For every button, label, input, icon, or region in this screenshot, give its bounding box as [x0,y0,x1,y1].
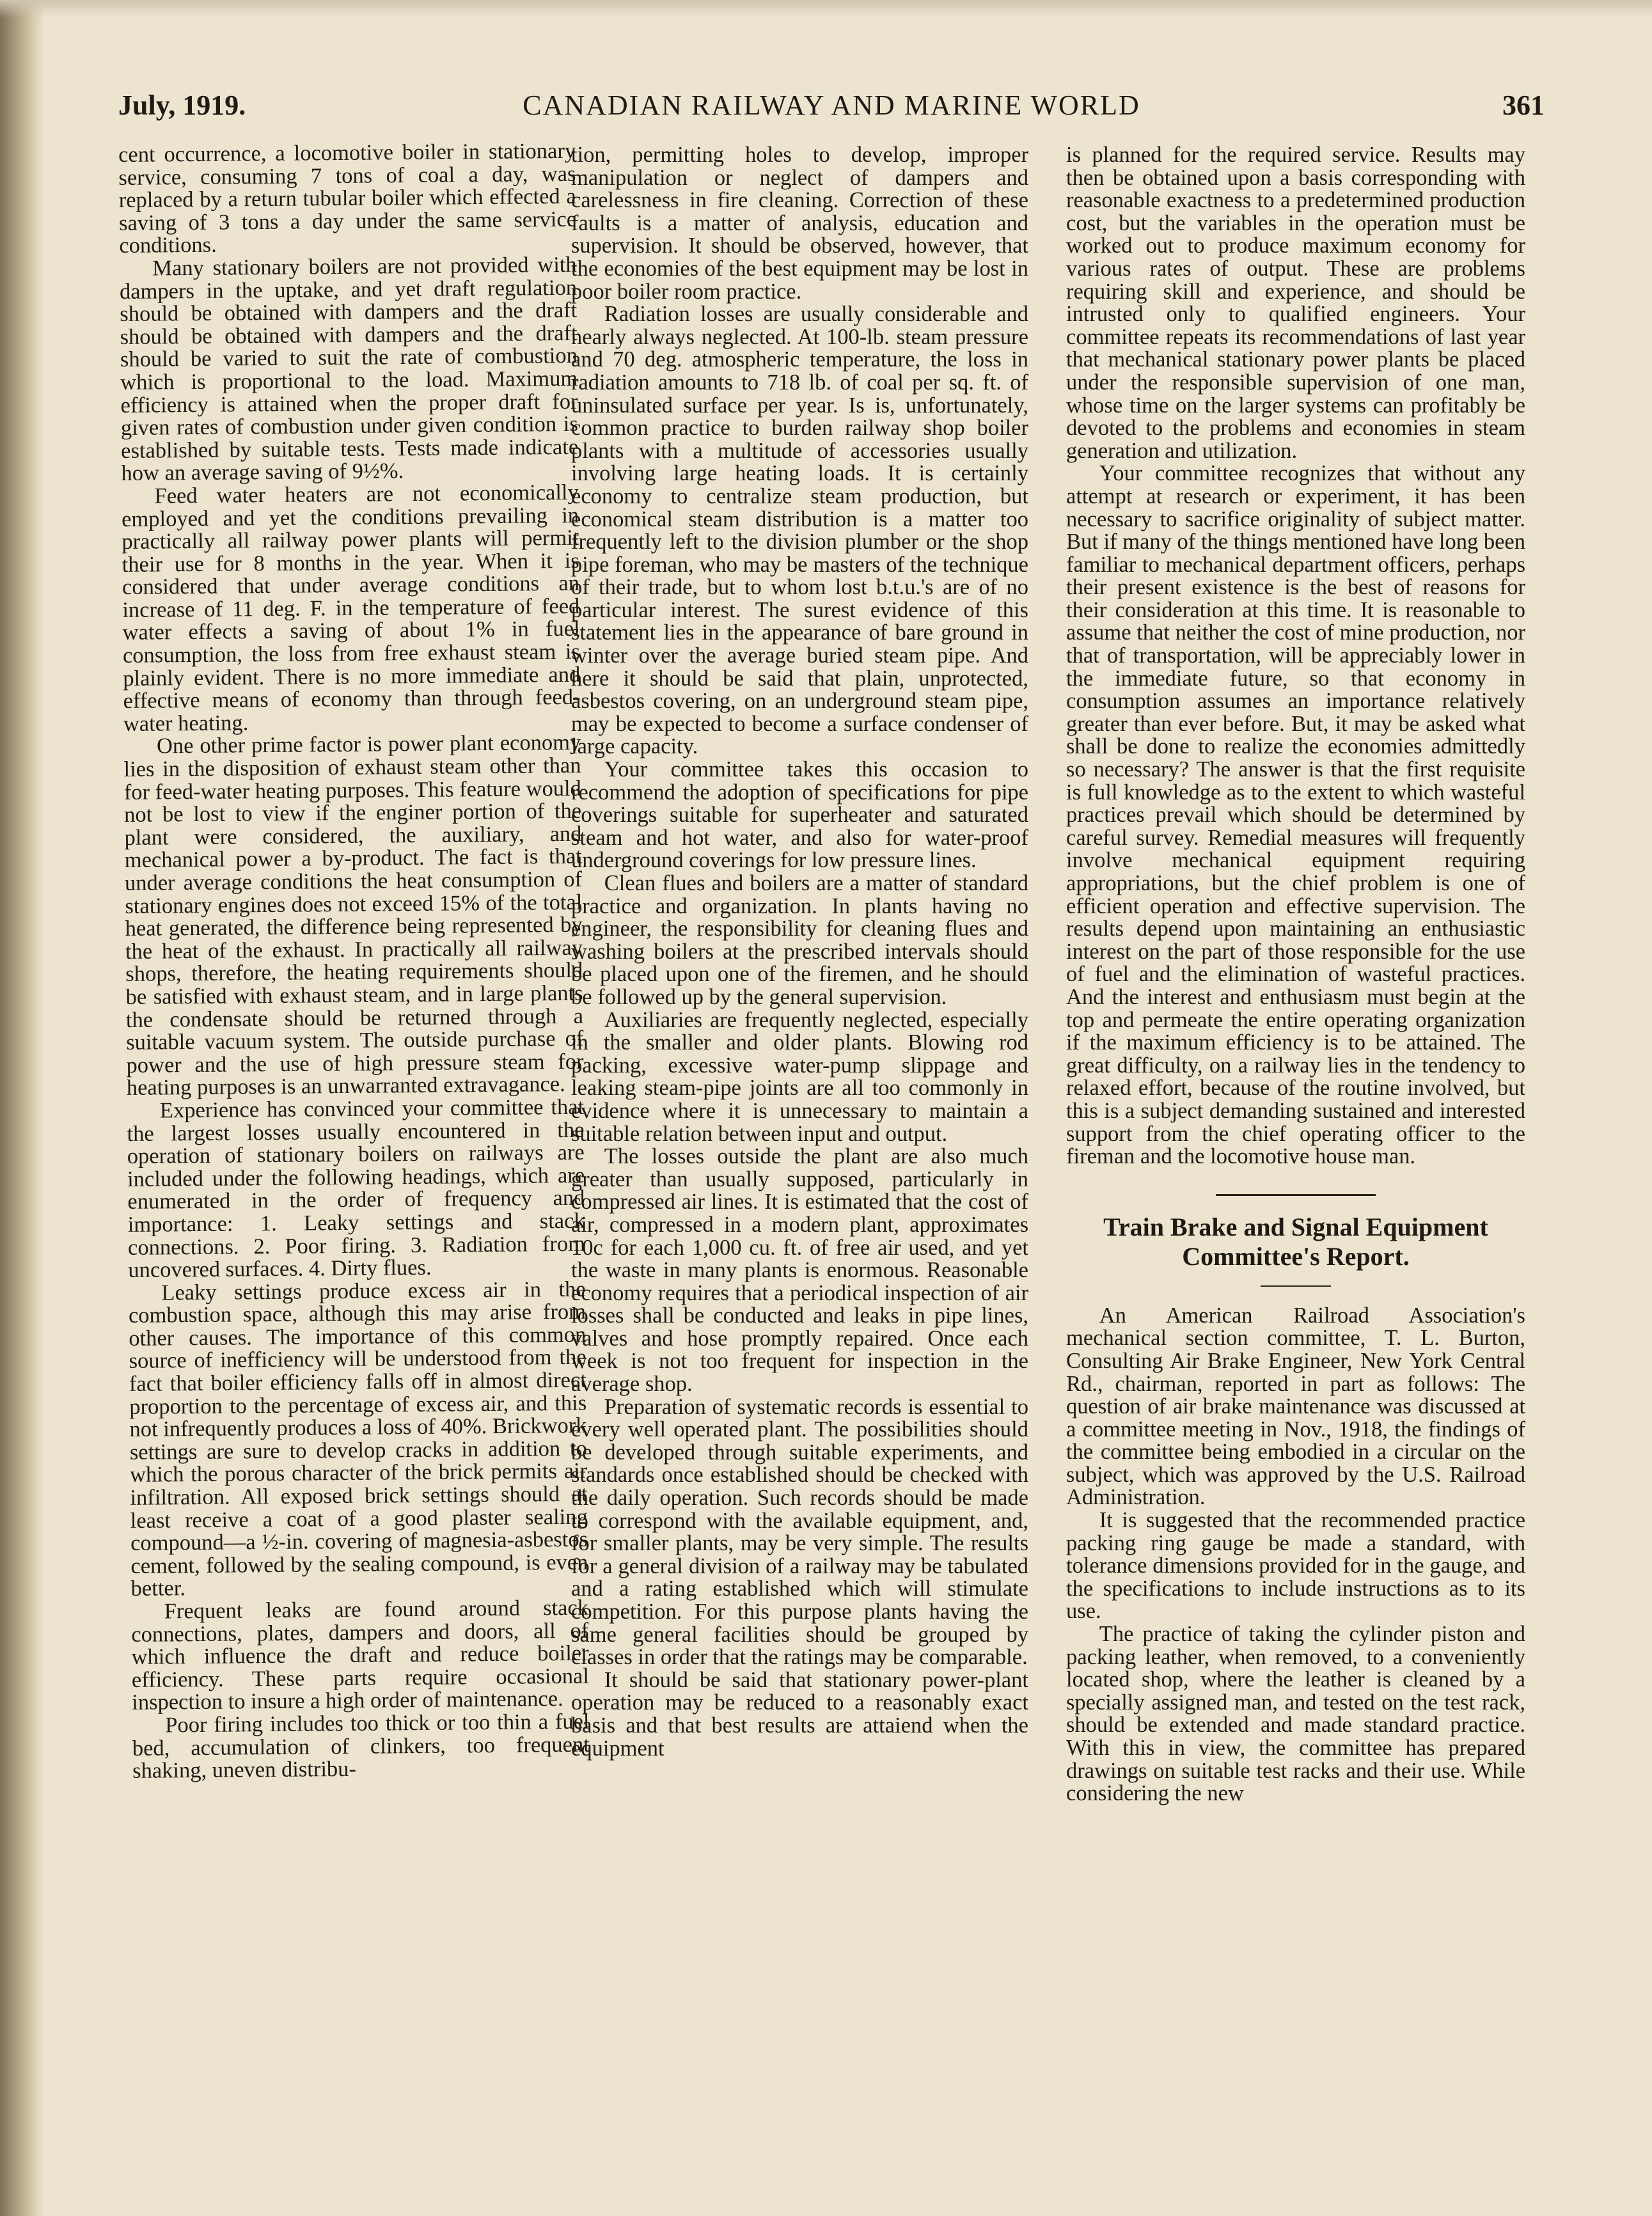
paragraph: Feed water heaters are not economically employed and yet the conditions prevailing in practically all railway power plants will permit their use for 8 months in the year. When it is considered that under average conditions an increase of 11 deg. F. in the temperature of feed water effects a saving of about 1% in fuel consumption, the loss from free exhaust steam is plainly evident. There is no more immediate and effective means of economy than through feed-water heating. [121,480,581,736]
heading-underline [1261,1285,1331,1287]
paragraph: is planned for the required service. Results may then be obtained upon a basis corresponding with reasonable exactness to a predetermined production cost, but the variables in the operation must be worked out to produce maximum economy for various rates of output. These are problems requiring skill and experience, and should be intrusted only to qualified engineers. Your committee repeats its recommendations of last year that mechanical stationary power plants be placed under the responsible supervision of one man, whose time on the larger systems can profitably be devoted to the problems and economies in steam generation and utilization. [1066,143,1525,463]
journal-title: CANADIAN RAILWAY AND MARINE WORLD [523,90,1140,121]
paragraph: Preparation of systematic records is essential to every well operated plant. The possibilities should be developed through suitable experiments, and standards once established should be checked with the daily operation. Such records should be made to correspond with the available equipment, and, for smaller plants, may be very simple. The results for a general division of a railway may be tabulated and a rating established which will stimulate competition. For this purpose plants having the same general facilities should be grouped by classes in order that the ratings may be comparable. [571,1394,1028,1670]
page-number: 361 [1502,90,1545,121]
paragraph: An American Railroad Association's mechanical section committee, T. L. Burton, Consulting Air Brake Engineer, New York Central Rd., chairman, reported in part as follows: The question of air brake maintenance was discussed at a committee meeting in Nov., 1918, the findings of the committee being embodied in a circular on the subject, which was approved by the U.S. Railroad Administration. [1066,1303,1525,1510]
page-top-edge [0,0,1652,18]
paragraph: Many stationary boilers are not provided with dampers in the uptake, and yet draft regulation should be obtained with dampers and the draft should be obtained with dampers and the draft should be varied to suit the rate of combustion which is proportional to the load. Maximum efficiency is attained when the proper draft for given rates of combustion under given condition is established by suitable tests. Tests made indicate how an average saving of 9½%. [119,252,579,486]
paragraph: tion, permitting holes to develop, improper manipulation or neglect of dampers and carelessness in fire cleaning. Correction of these faults is a matter of analysis, education and supervision. It should be observed, however, that the economies of the best equipment may be lost in poor boiler room practice. [571,143,1028,304]
paragraph: It is suggested that the recommended practice packing ring gauge be made a standard, with tolerance dimensions provided for in the gauge, and the specifications to include instructions as to its use. [1066,1508,1525,1624]
section-divider [1216,1194,1376,1196]
paragraph: Clean flues and boilers are a matter of standard practice and organization. In plants having no engineer, the responsibility for cleaning flues and washing boilers at the prescribed intervals should be placed upon one of the firemen, and he should be followed up by the general supervision. [571,871,1028,1009]
text-column-2 [571,144,1028,1760]
paragraph: It should be said that stationary power-plant operation may be reduced to a reasonably exact basis and that best results are attaiend when the equipment [571,1667,1028,1761]
paragraph: The practice of taking the cylinder piston and packing leather, when removed, to a conveniently located shop, where the leather is cleaned by a specially assigned man, and tested on the test rack, should be extended and made standard practice. With this in view, the committee has prepared drawings on suitable test racks and their use. While considering the new [1066,1622,1525,1806]
paragraph: Leaky settings produce excess air in the combustion space, although this may arise from other causes. The importance of this common source of inefficiency will be understood from the fact that boiler efficiency falls off in almost direct proportion to the percentage of excess air, and this not infrequently produces a loss of 40%. Brickwork settings are sure to develop cracks in addition to which the porous character of the brick permits air infiltration. All exposed brick settings should at least receive a coat of a good plaster sealing compound—a ½-in. covering of magnesia-asbestos cement, followed by the sealing compound, is even better. [128,1277,588,1601]
text-column-3 [1066,144,1525,1805]
paragraph: Auxiliaries are frequently neglected, especially in the smaller and older plants. Blowing rod packing, excessive water-pump slippage and leaking steam-pipe joints are all too commonly in evidence where it is unnecessary to maintain a suitable relation between input and output. [571,1007,1028,1146]
paragraph: Experience has convinced your committee that the largest losses usually encountered in the operation of stationary boilers on railways are included under the following headings, which are enumerated in the order of frequency and importance: 1. Leaky settings and stack connections. 2. Poor firing. 3. Radiation from uncovered surfaces. 4. Dirty flues. [127,1094,586,1283]
paragraph: One other prime factor is power plant economy lies in the disposition of exhaust steam other than for feed-water heating purposes. This feature would not be lost to view if the enginer portion of the plant were considered, the auxiliary, and mechanical power a by-product. The fact is that under average conditions the heat consumption of stationary engines does not exceed 15% of the total heat generated, the difference being represented by the heat of the exhaust. In practically all railway shops, therefore, the heating requirements should be satisfied with exhaust steam, and in large plants the condensate should be returned through a suitable vacuum system. The outside purchase of power and the use of high pressure steam for heating purposes is an unwarranted extravagance. [123,730,584,1101]
paragraph: Radiation losses are usually considerable and nearly always neglected. At 100-lb. steam pressure and 70 deg. atmospheric temperature, the loss in radiation amounts to 718 lb. of coal per sq. ft. of uninsulated surface per year. Is is, unfortunately, common practice to burden railway shop boiler plants with a multitude of accessories usually involving large heating loads. It is certainly economy to centralize steam production, but economical steam distribution is a matter too frequently left to the division plumber or the shop pipe foreman, who may be masters of the technique of their trade, but to whom lost b.t.u.'s are of no particular interest. The surest evidence of this statement lies in the appearance of bare ground in winter over the average buried steam pipe. And here it should be said that plain, unprotected, asbestos covering, on an underground steam pipe, may be expected to become a surface condenser of large capacity. [571,302,1028,759]
paragraph: Poor firing includes too thick or too thin a fuel bed, accumulation of clinkers, too frequent shaking, uneven distribu- [132,1709,590,1784]
section-heading: Train Brake and Signal Equipment Committee's Report. [1103,1212,1488,1271]
text-column-1 [118,140,590,1783]
page-binding-shadow [0,0,45,2216]
paragraph: Your committee takes this occasion to recommend the adoption of specifications for pipe coverings suitable for superheater and saturated steam and hot water, and also for water-proof underground coverings for low pressure lines. [571,757,1028,873]
paragraph: cent occurrence, a locomotive boiler in stationary service, consuming 7 tons of coal a day, was replaced by a return tubular boiler which effected a saving of 3 tons a day under the same service conditions. [118,138,577,258]
paragraph: Frequent leaks are found around stack connections, plates, dampers and doors, all of which influence the draft and reduce boiler efficiency. These parts require occasional inspection to insure a high order of maintenance. [131,1595,590,1715]
page-header [118,83,1545,128]
paragraph: The losses outside the plant are also much greater than usually supposed, particularly in compressed air lines. It is estimated that the cost of air, compressed in a modern plant, approximates 10c for each 1,000 cu. ft. of free air used, and yet the waste in many plants is enormous. Reasonable economy requires that a periodical inspection of air losses shall be conducted and leaks in pipe lines, valves and hose promptly repaired. Once each week is not too frequent for inspection in the average shop. [571,1144,1028,1397]
paragraph: Your committee recognizes that without any attempt at research or experiment, it has been necessary to sacrifice originality of subject matter. But if many of the things mentioned have long been familiar to mechanical department officers, perhaps their present existence is the best of reasons for their consideration at this time. It is reasonable to assume that neither the cost of mine production, nor that of transportation, will be appreciably lower in the immediate future, so that economy in consumption assumes an importance relatively greater than ever before. But, it may be asked what shall be done to realize the economies admittedly so necessary? The answer is that the first requisite is full knowledge as to the extent to which wasteful practices prevail which should be determined by careful survey. Remedial measures will frequently involve mechanical equipment requiring appropriations, but the chief problem is one of efficient operation and effective supervision. The results depend upon maintaining an enthusiastic interest on the part of those responsible for the use of fuel and the elimination of wasteful practices. And the interest and enthusiasm must begin at the top and permeate the entire operating organization if the maximum efficiency is to be attained. The great difficulty, on a railway lies in the tendency to relaxed effort, because of the routine involved, but this is a subject demanding sustained and interested support from the chief operating officer to the fireman and the locomotive house man. [1066,461,1525,1169]
header-date: July, 1919. [118,90,246,121]
